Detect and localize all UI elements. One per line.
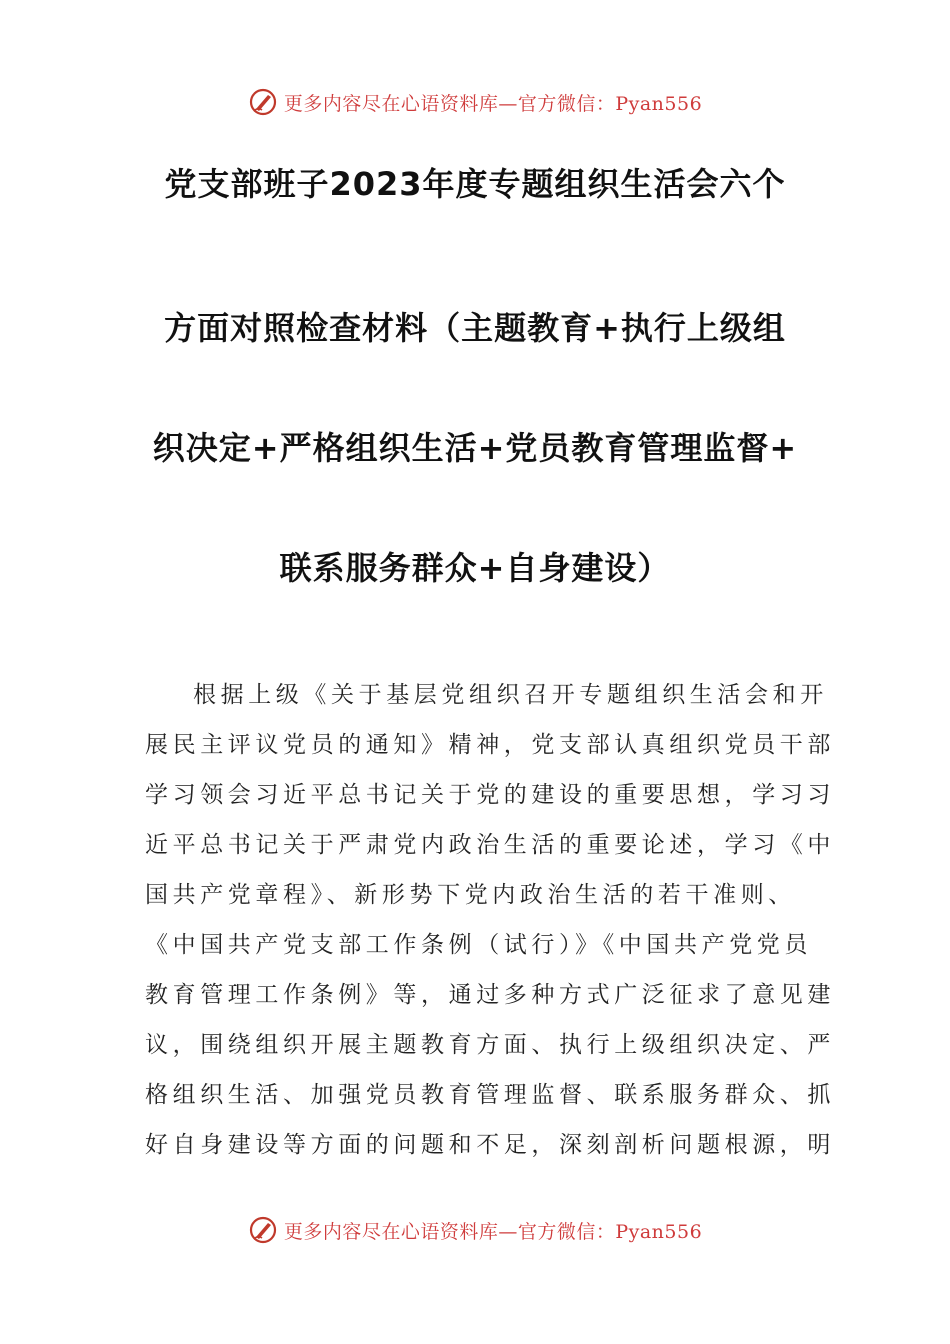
body-line: 学习领会习近平总书记关于党的建设的重要思想，学习习 bbox=[145, 782, 835, 808]
body-line: 根据上级《关于基层党组织召开专题组织生活会和开 bbox=[193, 682, 828, 708]
pen-circle-logo-icon bbox=[248, 87, 278, 117]
body-line: 格组织生活、加强党员教育管理监督、联系服务群众、抓 bbox=[145, 1082, 835, 1108]
document-title bbox=[60, 148, 890, 628]
body-line: 《中国共产党支部工作条例（试行）》《中国共产党党员 bbox=[145, 932, 812, 958]
title-line: 联系服务群众+自身建设） bbox=[279, 549, 671, 587]
header-watermark bbox=[0, 80, 950, 124]
body-line: 好自身建设等方面的问题和不足，深刻剖析问题根源，明 bbox=[145, 1132, 835, 1158]
watermark-text: 更多内容尽在心语资料库—官方微信：Pyan556 bbox=[283, 1220, 703, 1243]
title-line: 织决定+严格组织生活+党员教育管理监督+ bbox=[152, 429, 798, 467]
body-line: 展民主评议党员的通知》精神，党支部认真组织党员干部 bbox=[145, 732, 835, 758]
body-line: 议，围绕组织开展主题教育方面、执行上级组织决定、严 bbox=[145, 1032, 835, 1058]
title-line: 党支部班子2023年度专题组织生活会六个 bbox=[164, 165, 786, 203]
watermark-text: 更多内容尽在心语资料库—官方微信：Pyan556 bbox=[283, 92, 703, 115]
body-line: 教育管理工作条例》等，通过多种方式广泛征求了意见建 bbox=[145, 982, 835, 1008]
body-line: 国共产党章程》、新形势下党内政治生活的若干准则、 bbox=[145, 882, 796, 908]
footer-watermark bbox=[0, 1208, 950, 1252]
pen-circle-logo-icon bbox=[248, 1215, 278, 1245]
body-paragraph bbox=[145, 676, 835, 1176]
title-line: 方面对照检查材料（主题教育+执行上级组 bbox=[164, 309, 786, 347]
body-line: 近平总书记关于严肃党内政治生活的重要论述，学习《中 bbox=[145, 832, 835, 858]
